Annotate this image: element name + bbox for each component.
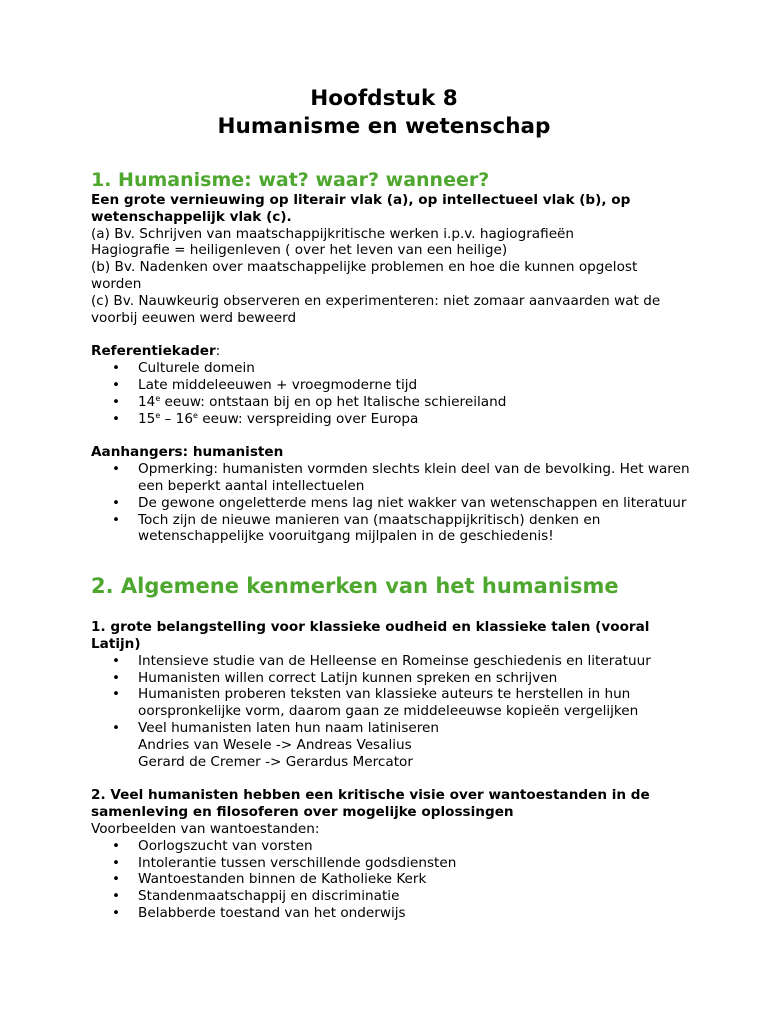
list-item: • Intolerantie tussen verschillende godsdiensten [91,855,691,872]
list-item-latinize: • Veel humanisten laten hun naam latiniseren Andries van Wesele -> Andreas Vesalius Gerard de Cremer -> Gerardus Mercator [91,720,691,770]
chapter-title-line2: Humanisme en wetenschap [217,114,551,139]
section-1-heading: 1. Humanisme: wat? waar? wanneer? [91,169,490,191]
section-2-heading: 2. Algemene kenmerken van het humanisme [91,574,619,599]
point-2-heading: 2. Veel humanisten hebben een kritische visie over wantoestanden in de samenleving en filosoferen over mogelijke oplossingen [91,787,650,821]
list-item: • Humanisten proberen teksten van klassieke auteurs te herstellen in hun oorspronkelijke vorm, daarom gaan ze middeleeuwse kopieën vergelijken [91,686,691,720]
chapter-title-line1: Hoofdstuk 8 [310,86,458,111]
list-item: • Humanisten willen correct Latijn kunnen spreken en schrijven [91,670,691,687]
chapter-title [0,85,768,141]
point-2-intro: Voorbeelden van wantoestanden: [91,820,320,837]
referentiekader-label: Referentiekader: [91,343,221,360]
section-1-line-a: (a) Bv. Schrijven van maatschappijkritische werken i.p.v. hagiografieën [91,225,575,242]
point-1-list [91,653,691,771]
list-item: • Opmerking: humanisten vormden slechts klein deel van de bevolking. Het waren een beperkt aantal intellectuelen [91,461,691,495]
section-1-line-b: (b) Bv. Nadenken over maatschappelijke problemen en hoe die kunnen opgelost worden [91,259,638,292]
list-item: • Oorlogszucht van vorsten [91,838,691,855]
list-item: • Intensieve studie van de Helleense en Romeinse geschiedenis en literatuur [91,653,691,670]
document-body [91,168,691,922]
list-item: • 15e – 16e eeuw: verspreiding over Europa [91,411,691,428]
list-item: • Belabberde toestand van het onderwijs [91,905,691,922]
list-item: • Standenmaatschappij en discriminatie [91,888,691,905]
list-item: • Toch zijn de nieuwe manieren van (maatschappijkritisch) denken en wetenschappelijke vooruitgang mijlpalen in de geschiedenis! [91,512,691,546]
section-1-line-hagiografie: Hagiografie = heiligenleven ( over het leven van een heilige) [91,242,508,259]
section-1-line-c: (c) Bv. Nauwkeurig observeren en experimenteren: niet zomaar aanvaarden wat de voorbij eeuwen werd beweerd [91,292,661,326]
list-item: • 14e eeuw: ontstaan bij en op het Italische schiereiland [91,394,691,411]
section-1-intro: Een grote vernieuwing op literair vlak (a), op intellectueel vlak (b), op wetenschappelijk vlak (c). [91,192,631,225]
list-item: • De gewone ongeletterde mens lag niet wakker van wetenschappen en literatuur [91,495,691,512]
list-item: • Culturele domein [91,360,691,377]
list-item: • Wantoestanden binnen de Katholieke Kerk [91,871,691,888]
list-item: • Late middeleeuwen + vroegmoderne tijd [91,377,691,394]
point-2-list [91,838,691,922]
point-1-heading: 1. grote belangstelling voor klassieke oudheid en klassieke talen (vooral Latijn) [91,619,650,652]
aanhangers-list [91,461,691,545]
aanhangers-label: Aanhangers: humanisten [91,444,284,461]
referentiekader-list [91,360,691,427]
